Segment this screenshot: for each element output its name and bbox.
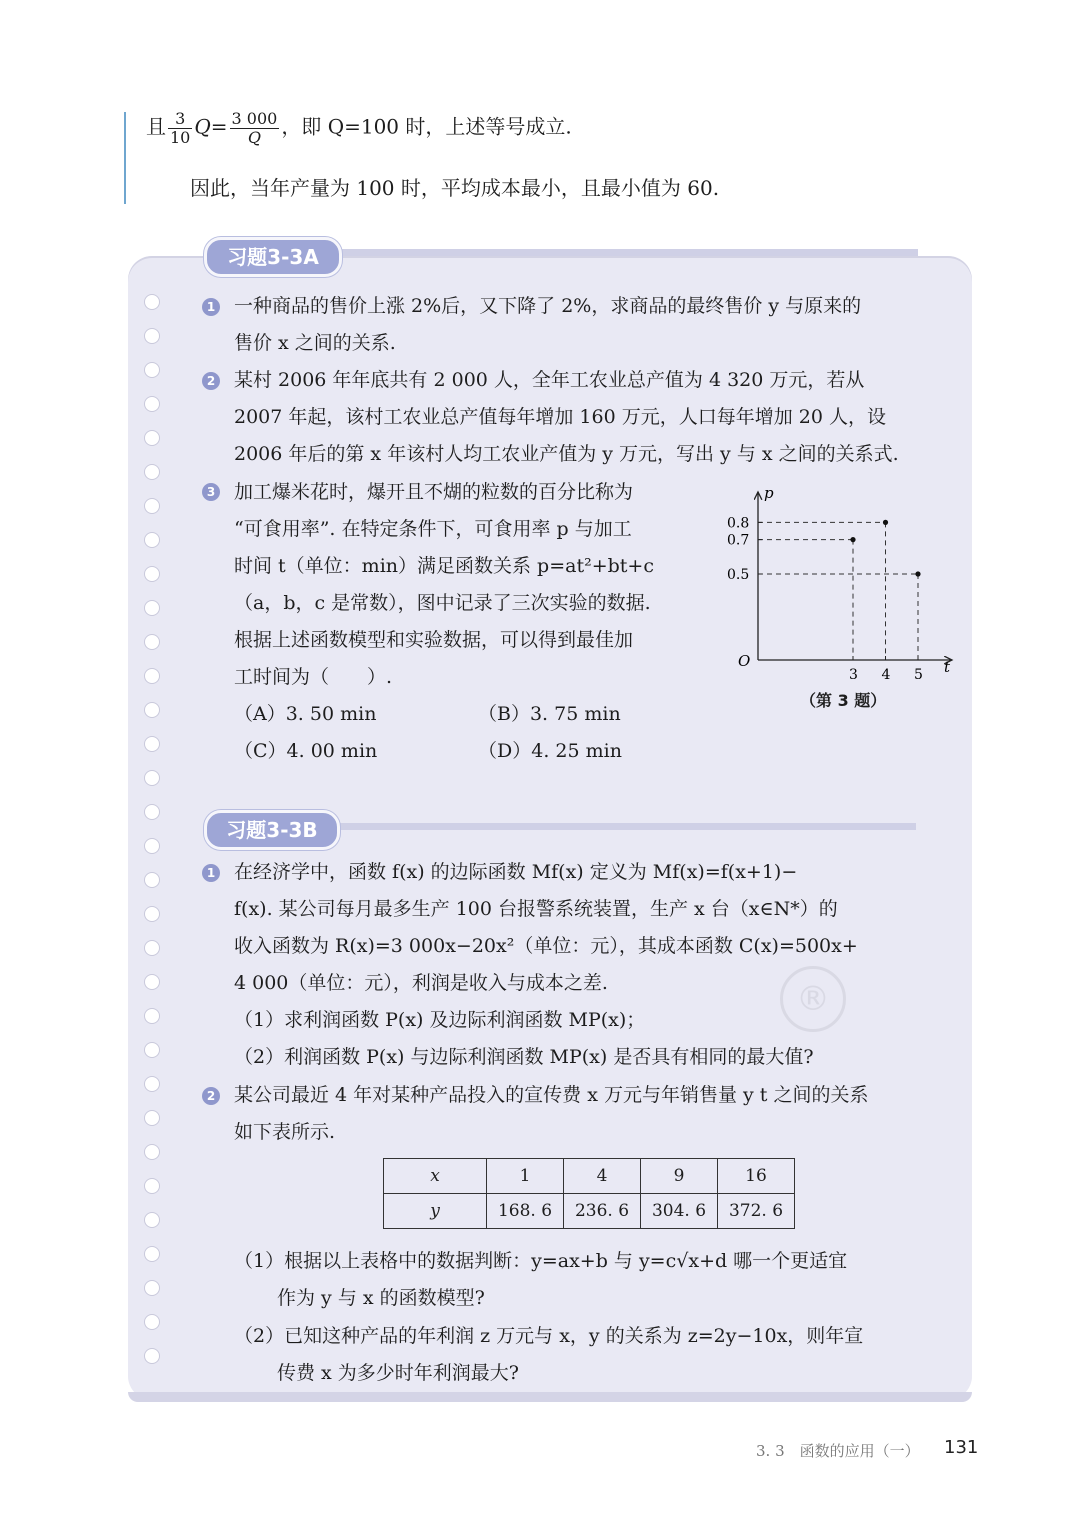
a-q1-line-1: 一种商品的售价上涨 2%后，又下降了 2%，求商品的最终售价 y 与原来的 <box>234 295 862 317</box>
b-q1-line-4: 4 000（单位：元），利润是收入与成本之差. <box>234 972 608 994</box>
option-a: （A）3. 50 min <box>234 703 377 725</box>
b-q2-line-1: 某公司最近 4 年对某种产品投入的宣传费 x 万元与年销售量 y t 之间的关系 <box>234 1084 869 1106</box>
q3-badge: 3 <box>202 483 220 501</box>
binder-hole <box>144 1110 160 1126</box>
figure-3-chart <box>720 482 960 682</box>
a-q2-line-3: 2006 年后的第 x 年该村人均工农业产值为 y 万元，写出 y 与 x 之间的关系式. <box>234 443 899 465</box>
y-tick-label: 0.7 <box>727 532 750 549</box>
binder-hole <box>144 974 160 990</box>
q2-badge: 2 <box>202 372 220 390</box>
intro-line-2: 因此，当年产量为 100 时，平均成本最小，且最小值为 60. <box>190 176 720 200</box>
y-tick-label: 0.5 <box>727 567 750 583</box>
option-b: （B）3. 75 min <box>478 703 621 725</box>
y-axis-label: p <box>764 484 774 502</box>
section-a-rule <box>330 249 918 256</box>
a-q3-line-5: 根据上述函数模型和实验数据，可以得到最佳加 <box>234 629 634 651</box>
table-cell: 372. 6 <box>718 1194 795 1229</box>
data-point <box>850 537 855 542</box>
table-cell: x <box>384 1159 487 1194</box>
binder-hole <box>144 906 160 922</box>
fraction-denominator: 10 <box>170 127 191 147</box>
table-cell: 304. 6 <box>641 1194 718 1229</box>
a-q3-line-2: “可食用率”. 在特定条件下，可食用率 p 与加工 <box>234 518 632 540</box>
footer-section-title: 3. 3 函数的应用（一） <box>756 1442 920 1460</box>
binder-hole <box>144 634 160 650</box>
intro-line-1 <box>146 110 572 146</box>
x-tick-label: 4 <box>881 667 891 682</box>
b-q2-line-2: 如下表所示. <box>234 1121 336 1143</box>
b-q2-sub-1-line-2: 作为 y 与 x 的函数模型? <box>277 1287 485 1309</box>
b-q2-sub-2-line-2: 传费 x 为多少时年利润最大? <box>277 1362 519 1384</box>
binder-hole <box>144 430 160 446</box>
binder-hole <box>144 770 160 786</box>
binder-hole <box>144 736 160 752</box>
binder-hole <box>144 362 160 378</box>
binder-hole <box>144 396 160 412</box>
binder-hole <box>144 566 160 582</box>
table-cell: 4 <box>564 1159 641 1194</box>
b-q1-badge: 1 <box>202 864 220 882</box>
fraction-3000-q <box>230 110 280 146</box>
fraction-numerator: 3 <box>168 110 192 129</box>
b-q2-sub-2-line-1: （2）已知这种产品的年利润 z 万元与 x，y 的关系为 z=2y−10x，则年宣 <box>234 1325 864 1347</box>
a-q3-line-6: 工时间为（ ）. <box>234 666 393 688</box>
data-point <box>883 520 888 525</box>
binder-hole <box>144 328 160 344</box>
b-q2-badge: 2 <box>202 1087 220 1105</box>
card-bottom-edge <box>128 1392 972 1402</box>
binder-hole <box>144 498 160 514</box>
equals-sign: = <box>210 114 228 139</box>
table-row-x <box>384 1159 795 1194</box>
b-q1-sub-1: （1）求利润函数 P(x) 及边际利润函数 MP(x)； <box>234 1009 646 1031</box>
figure-caption: （第 3 题） <box>800 691 887 710</box>
binder-hole <box>144 1076 160 1092</box>
option-d: （D）4. 25 min <box>478 740 622 762</box>
table-cell: 1 <box>487 1159 564 1194</box>
binder-hole <box>144 464 160 480</box>
binder-hole <box>144 872 160 888</box>
x-tick-label: 3 <box>849 667 858 682</box>
x-axis-label: t <box>944 658 951 676</box>
intro-rest: ，即 Q=100 时，上述等号成立. <box>281 114 572 139</box>
a-q3-line-3: 时间 t（单位：min）满足函数关系 p=at²+bt+c <box>234 555 654 577</box>
binder-hole <box>144 1042 160 1058</box>
table-cell: 16 <box>718 1159 795 1194</box>
binder-hole <box>144 838 160 854</box>
data-point <box>915 571 920 576</box>
origin-label: O <box>738 652 751 670</box>
b-q1-line-1: 在经济学中，函数 f(x) 的边际函数 Mf(x) 定义为 Mf(x)=f(x+1)− <box>234 861 798 883</box>
binder-hole <box>144 1212 160 1228</box>
binder-hole <box>144 1178 160 1194</box>
data-table <box>383 1158 795 1229</box>
a-q2-line-2: 2007 年起，该村工农业总产值每年增加 160 万元，人口每年增加 20 人，设 <box>234 406 886 428</box>
table-cell: 236. 6 <box>564 1194 641 1229</box>
binder-hole <box>144 804 160 820</box>
section-b-tab: 习题3-3B <box>204 810 340 850</box>
registered-watermark: ® <box>780 966 846 1032</box>
binder-hole <box>144 1280 160 1296</box>
b-q1-line-2: f(x). 某公司每月最多生产 100 台报警系统装置，生产 x 台（x∈N*）的 <box>234 898 838 920</box>
option-c: （C）4. 00 min <box>234 740 378 762</box>
table-cell: 9 <box>641 1159 718 1194</box>
binder-hole <box>144 668 160 684</box>
binder-hole <box>144 1348 160 1364</box>
binder-hole <box>144 1008 160 1024</box>
binder-hole <box>144 600 160 616</box>
table-cell: 168. 6 <box>487 1194 564 1229</box>
variable-q: Q <box>194 114 211 139</box>
section-a-tab: 习题3-3A <box>204 237 342 277</box>
b-q1-line-3: 收入函数为 R(x)=3 000x−20x²（单位：元），其成本函数 C(x)=500x+ <box>234 935 858 957</box>
binder-hole <box>144 702 160 718</box>
page-number: 131 <box>944 1437 979 1458</box>
a-q1-line-2: 售价 x 之间的关系. <box>234 332 396 354</box>
table-cell: y <box>384 1194 487 1229</box>
q1-badge: 1 <box>202 298 220 316</box>
fraction-3-10 <box>168 110 192 146</box>
y-tick-label: 0.8 <box>727 515 750 532</box>
a-q2-line-1: 某村 2006 年年底共有 2 000 人，全年工农业总产值为 4 320 万元，若从 <box>234 369 865 391</box>
fraction-numerator: 3 000 <box>231 109 278 128</box>
b-q1-sub-2: （2）利润函数 P(x) 与边际利润函数 MP(x) 是否具有相同的最大值? <box>234 1046 814 1068</box>
a-q3-line-4: （a，b，c 是常数），图中记录了三次实验的数据. <box>234 592 651 614</box>
binder-hole <box>144 940 160 956</box>
x-tick-label: 5 <box>914 667 923 682</box>
binder-hole <box>144 1246 160 1262</box>
b-q2-sub-1-line-1: （1）根据以上表格中的数据判断：y=ax+b 与 y=c√x+d 哪一个更适宜 <box>234 1250 848 1272</box>
margin-rule <box>124 112 126 204</box>
binder-hole <box>144 1144 160 1160</box>
table-row-y <box>384 1194 795 1229</box>
intro-prefix: 且 <box>146 114 166 139</box>
fraction-denominator: Q <box>247 127 261 147</box>
section-b-rule <box>330 823 916 830</box>
binder-hole <box>144 1314 160 1330</box>
binder-hole <box>144 532 160 548</box>
a-q3-line-1: 加工爆米花时，爆开且不煳的粒数的百分比称为 <box>234 481 634 503</box>
binder-hole <box>144 294 160 310</box>
